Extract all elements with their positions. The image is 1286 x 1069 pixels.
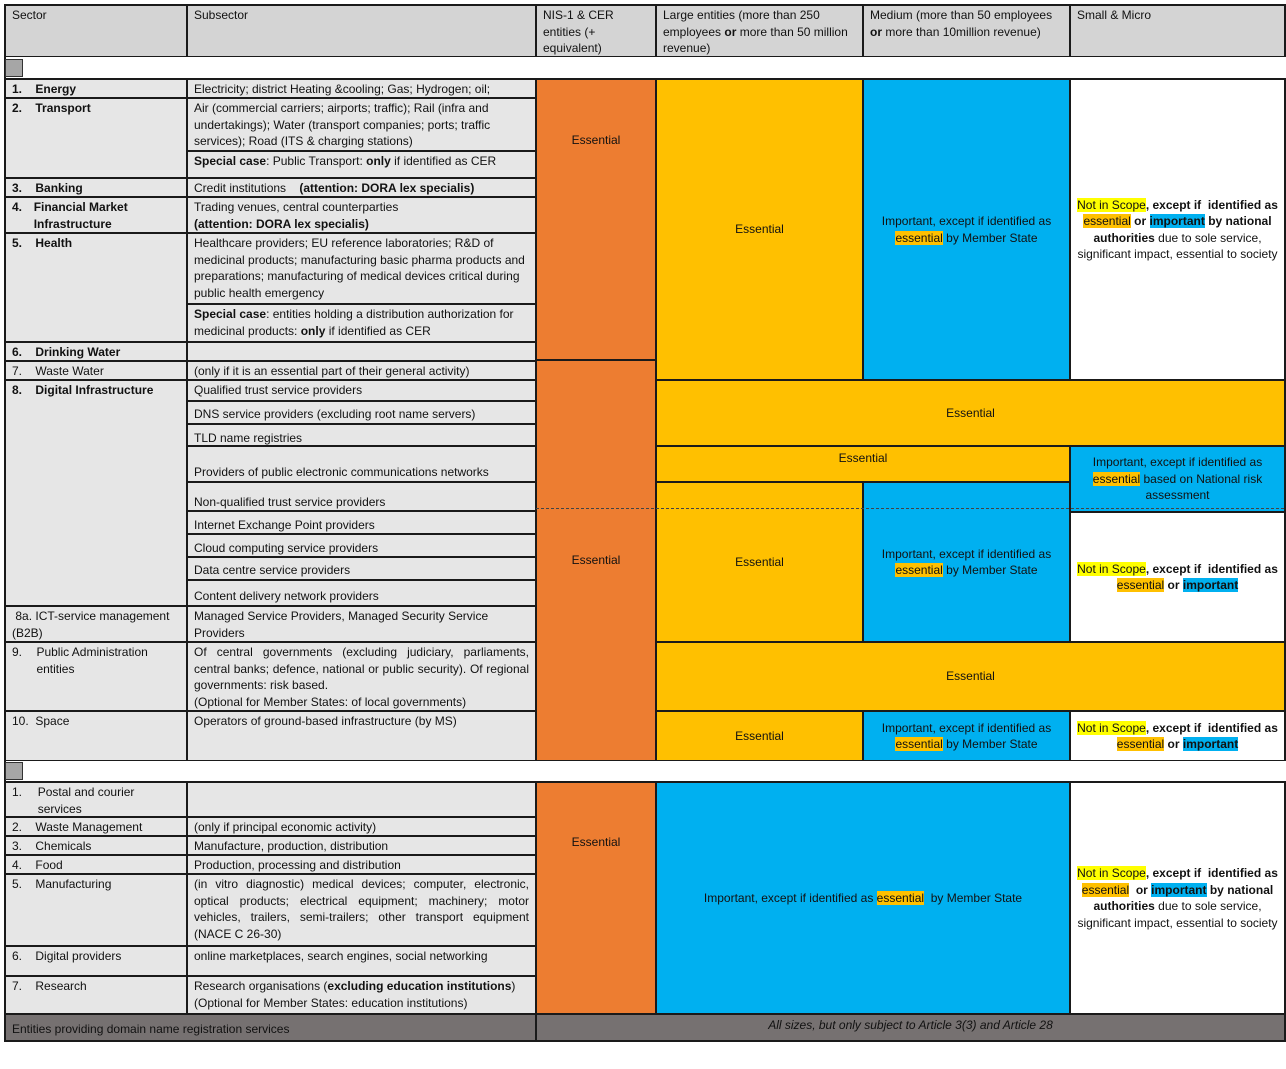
- sector-banking: 3. Banking: [4, 177, 188, 198]
- nis-essential-block-1: Essential: [535, 78, 657, 361]
- subsector-digital-providers: online marketplaces, search engines, social networking: [186, 945, 537, 977]
- annex2-marker-icon: [5, 762, 23, 780]
- header-medium: Medium (more than 50 employees or more than 10million revenue): [862, 4, 1071, 58]
- subsector-fmi: Trading venues, central counterparties (attention: DORA lex specialis): [186, 196, 537, 234]
- subsector-postal: [186, 781, 537, 818]
- all-sizes-essential-dns-tld: Essential: [655, 379, 1286, 447]
- subsector-waste-mgmt: (only if principal economic activity): [186, 816, 537, 837]
- sector-waste-mgmt: 2. Waste Management: [4, 816, 188, 837]
- sector-public-admin: 9. Public Administration entities: [4, 641, 188, 712]
- nis-essential-annex2: Essential: [535, 781, 657, 1015]
- sector-transport: 2. Transport: [4, 97, 188, 179]
- small-not-in-scope-1: Not in Scope, except if identified as essential or important by national authorities due to sole service, significant impact, essential to society: [1069, 78, 1286, 381]
- footer-domain-registration: Entities providing domain name registration services: [4, 1013, 537, 1042]
- sector-health: 5. Health: [4, 232, 188, 343]
- all-sizes-essential-public-admin: Essential: [655, 641, 1286, 712]
- large-essential-2: Essential: [655, 481, 864, 643]
- sector-food: 4. Food: [4, 854, 188, 875]
- sector-postal: 1. Postal and courier services: [4, 781, 188, 818]
- sector-ict-mgmt: 8a. ICT-service management (B2B): [4, 605, 188, 643]
- small-important-ecn: Important, except if identified as essential based on National risk assessment: [1069, 445, 1286, 513]
- subsector-research: Research organisations (excluding education institutions) (Optional for Member States: education institutions): [186, 975, 537, 1015]
- subsector-transport-special: Special case: Public Transport: only if identified as CER: [186, 150, 537, 179]
- large-medium-important-annex2: Important, except if identified as essential by Member State: [655, 781, 1071, 1015]
- subsector-datacentre: Data centre service providers: [186, 556, 537, 581]
- sector-drinking-water: 6. Drinking Water: [4, 341, 188, 362]
- subsector-space: Operators of ground-based infrastructure (by MS): [186, 710, 537, 762]
- subsector-public-admin: Of central governments (excluding judiciary, parliaments, central banks; defence, national or public security). Of regional governments: risk based. (Optional for Member States: of local governments): [186, 641, 537, 712]
- header-large: Large entities (more than 250 employees or more than 50 million revenue): [655, 4, 864, 58]
- subsector-chemicals: Manufacture, production, distribution: [186, 835, 537, 856]
- subsector-waste-water: (only if it is an essential part of their general activity): [186, 360, 537, 381]
- header-small: Small & Micro: [1069, 4, 1286, 58]
- small-not-in-scope-annex2: Not in Scope, except if identified as essential or important by national authorities due to sole service, significant impact, essential to society: [1069, 781, 1286, 1015]
- subsector-manufacturing: (in vitro diagnostic) medical devices; computer, electronic, optical products; electrical equipment; machinery; motor vehicles, trailers, semi-trailers; other transport equipment (NACE C 26-30): [186, 873, 537, 947]
- annex1-marker-icon: [5, 59, 23, 77]
- large-essential-space: Essential: [655, 710, 864, 762]
- subsector-ecn: Providers of public electronic communications networks: [186, 445, 537, 483]
- sector-energy: 1. Energy: [4, 78, 188, 99]
- subsector-food: Production, processing and distribution: [186, 854, 537, 875]
- subsector-ixp: Internet Exchange Point providers: [186, 510, 537, 535]
- subsector-banking: Credit institutions (attention: DORA lex specialis): [186, 177, 537, 198]
- subsector-qtsp: Qualified trust service providers: [186, 379, 537, 402]
- sector-research: 7. Research: [4, 975, 188, 1015]
- subsector-energy: Electricity; district Heating &cooling; Gas; Hydrogen; oil;: [186, 78, 537, 99]
- subsector-cloud: Cloud computing service providers: [186, 533, 537, 558]
- small-not-in-scope-2: Not in Scope, except if identified as essential or important: [1069, 511, 1286, 643]
- header-sector: Sector: [4, 4, 188, 58]
- medium-important-space: Important, except if identified as essential by Member State: [862, 710, 1071, 762]
- subsector-tld: TLD name registries: [186, 423, 537, 447]
- sector-manufacturing: 5. Manufacturing: [4, 873, 188, 947]
- subsector-dns: DNS service providers (excluding root name servers): [186, 400, 537, 425]
- subsector-drinking-water: [186, 341, 537, 362]
- sector-space: 10. Space: [4, 710, 188, 762]
- annex1-separator: [4, 56, 1286, 80]
- subsector-transport: Air (commercial carriers; airports; traffic); Rail (infra and undertakings); Water (transport companies; ports; traffic services); Road (ITS & charging stations): [186, 97, 537, 152]
- subsector-ict-mgmt: Managed Service Providers, Managed Security Service Providers: [186, 605, 537, 643]
- dashed-divider: [536, 508, 1284, 509]
- subsector-health: Healthcare providers; EU reference laboratories; R&D of medicinal products; manufacturing basic pharma products and preparations; manufacturing of medical devices critical during public health emergency: [186, 232, 537, 305]
- sector-chemicals: 3. Chemicals: [4, 835, 188, 856]
- medium-important-1: Important, except if identified as essential by Member State: [862, 78, 1071, 381]
- subsector-nqtsp: Non-qualified trust service providers: [186, 481, 537, 512]
- sector-digital-infra: 8. Digital Infrastructure: [4, 379, 188, 607]
- large-essential-1: Essential: [655, 78, 864, 381]
- header-nis: NIS-1 & CER entities (+ equivalent): [535, 4, 657, 58]
- annex2-separator: [4, 760, 1286, 783]
- header-subsector: Subsector: [186, 4, 537, 58]
- sector-fmi: 4. Financial Market Infrastructure: [4, 196, 188, 234]
- small-not-in-scope-space: Not in Scope, except if identified as essential or important: [1069, 710, 1286, 762]
- medium-important-2: Important, except if identified as essential by Member State: [862, 481, 1071, 643]
- nis-essential-block-2: Essential: [535, 359, 657, 762]
- subsector-health-special: Special case: entities holding a distribution authorization for medicinal products: only if identified as CER: [186, 303, 537, 343]
- footer-all-sizes: All sizes, but only subject to Article 3(3) and Article 28: [535, 1013, 1286, 1042]
- sector-waste-water: 7. Waste Water: [4, 360, 188, 381]
- large-medium-essential-ecn: Essential: [655, 445, 1071, 483]
- subsector-cdn: Content delivery network providers: [186, 579, 537, 607]
- sector-digital-providers: 6. Digital providers: [4, 945, 188, 977]
